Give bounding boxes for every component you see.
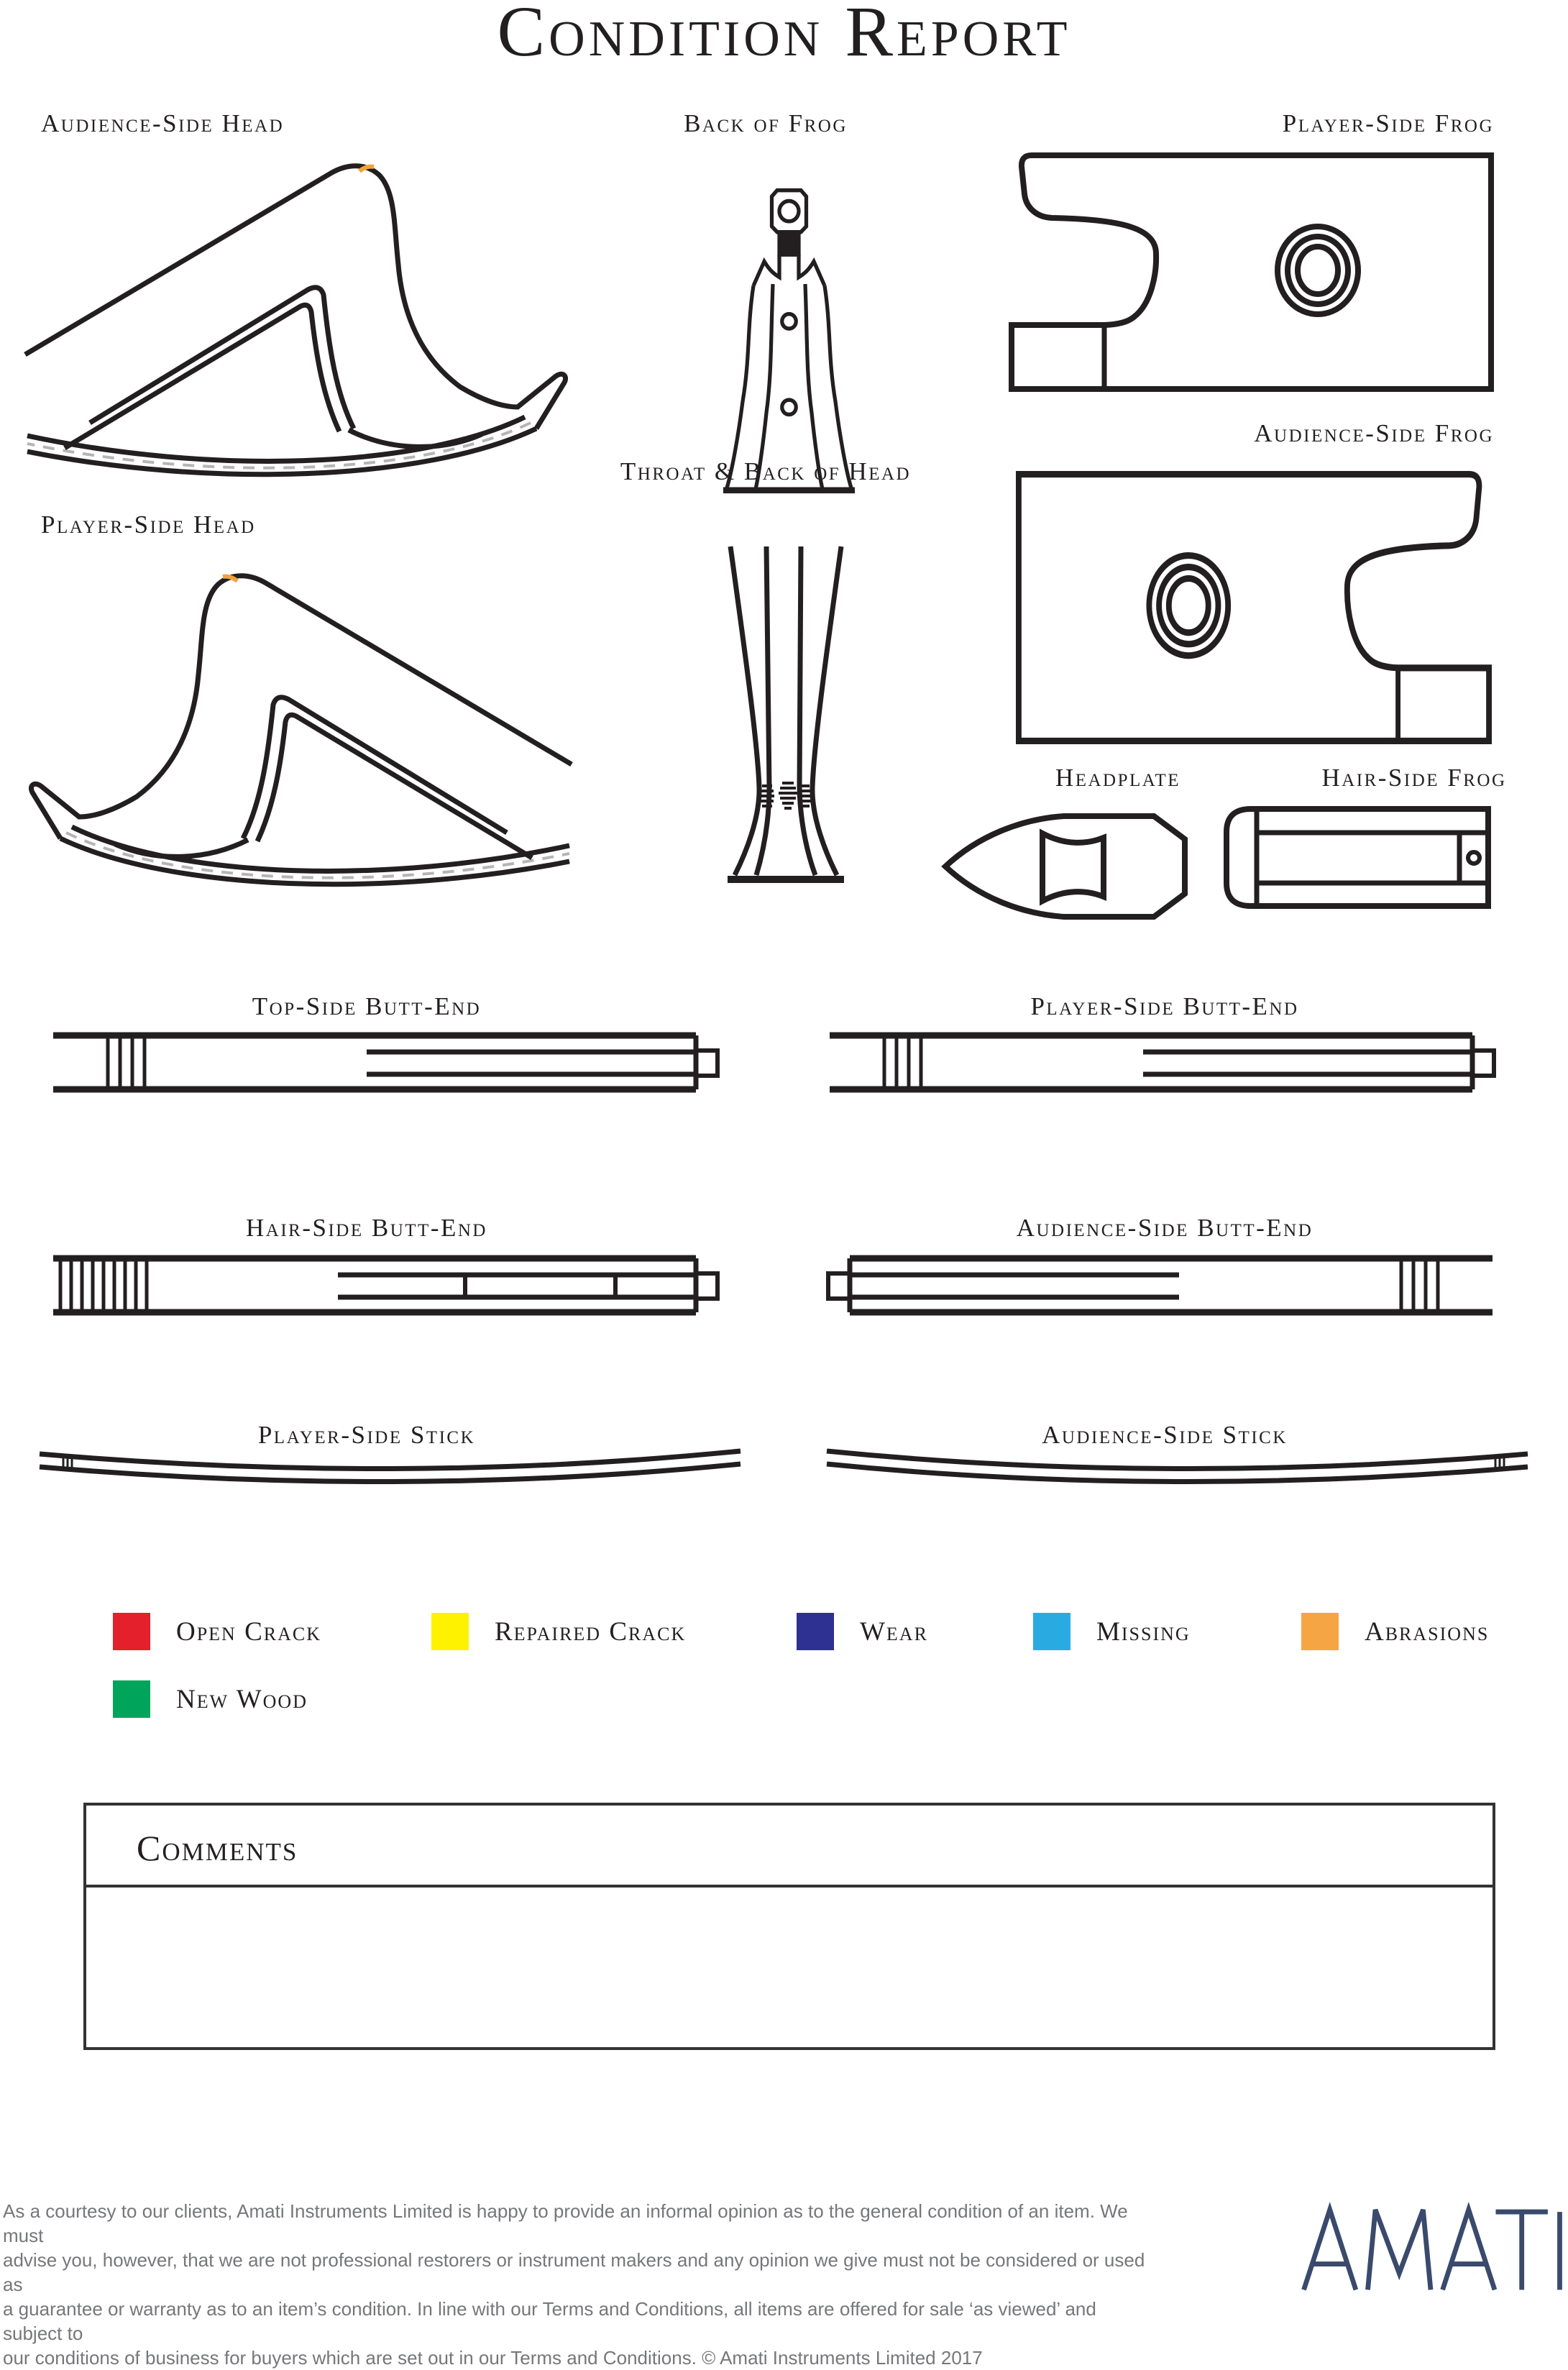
comments-input-area[interactable] xyxy=(86,1888,1493,2045)
legend-label: Abrasions xyxy=(1365,1616,1490,1647)
top-side-butt-end-drawing xyxy=(50,1028,719,1097)
label-player-side-head: Player-Side Head xyxy=(41,511,256,539)
label-audience-side-frog: Audience-Side Frog xyxy=(1254,419,1494,447)
label-audience-side-butt-end: Audience-Side Butt-End xyxy=(1016,1214,1313,1242)
page-title: Condition Report xyxy=(497,0,1071,71)
audience-side-butt-end-drawing xyxy=(827,1251,1495,1319)
headplate-drawing xyxy=(942,809,1193,924)
amati-logo xyxy=(1303,2207,1563,2291)
legend-label: Repaired Crack xyxy=(495,1616,687,1647)
wear-swatch xyxy=(797,1613,834,1650)
player-side-frog-drawing xyxy=(1009,152,1494,392)
audience-side-stick-drawing xyxy=(823,1445,1531,1485)
footer-disclaimer xyxy=(3,2199,1153,2370)
hair-side-butt-end-drawing xyxy=(50,1251,719,1319)
legend-label: Missing xyxy=(1096,1616,1191,1647)
label-audience-side-stick: Audience-Side Stick xyxy=(1042,1421,1288,1449)
audience-side-frog-drawing xyxy=(1016,471,1492,744)
player-side-butt-end-drawing xyxy=(827,1028,1495,1097)
legend-item-repaired-crack xyxy=(431,1613,686,1650)
footer-line: a guarantee or warranty as to an item’s condition. In line with our Terms and Conditions, all items are offered for sale ‘as viewed’ and subject to xyxy=(3,2298,1096,2344)
hair-side-frog-drawing xyxy=(1222,805,1492,910)
new-wood-swatch xyxy=(113,1680,150,1718)
open-crack-swatch xyxy=(113,1613,150,1650)
legend-label: New Wood xyxy=(176,1684,308,1714)
label-hair-side-frog: Hair-Side Frog xyxy=(1321,764,1507,792)
legend-item-new-wood xyxy=(113,1680,308,1718)
label-throat-back-of-head: Throat & Back of Head xyxy=(620,457,912,485)
amati-logo-letters xyxy=(1304,2210,1560,2289)
legend-item-open-crack xyxy=(113,1613,321,1650)
label-player-side-frog: Player-Side Frog xyxy=(1282,109,1494,137)
throat-back-of-head-drawing xyxy=(725,543,847,895)
label-player-side-butt-end: Player-Side Butt-End xyxy=(1030,992,1299,1020)
legend-item-wear xyxy=(797,1613,928,1650)
repaired-crack-swatch xyxy=(431,1613,469,1650)
audience-side-head-drawing xyxy=(22,142,575,444)
footer-line: As a courtesy to our clients, Amati Instruments Limited is happy to provide an informal opinion as to the general condition of an item. We must xyxy=(3,2200,1128,2246)
legend-item-abrasions xyxy=(1301,1613,1489,1650)
label-top-side-butt-end: Top-Side Butt-End xyxy=(252,992,482,1020)
legend-label: Open Crack xyxy=(176,1616,322,1647)
footer-line: advise you, however, that we are not professional restorers or instrument makers and any opinion we give must not be considered or used as xyxy=(3,2249,1145,2295)
abrasions-swatch xyxy=(1301,1613,1339,1650)
label-back-of-frog: Back of Frog xyxy=(684,109,848,137)
label-hair-side-butt-end: Hair-Side Butt-End xyxy=(246,1214,487,1242)
label-player-side-stick: Player-Side Stick xyxy=(257,1421,476,1449)
legend-label: Wear xyxy=(860,1616,928,1647)
player-side-head-drawing xyxy=(22,552,575,854)
footer-line: our conditions of business for buyers which are set out in our Terms and Conditions. © Amati Instruments Limited 2017 xyxy=(3,2347,983,2369)
comments-box xyxy=(83,1803,1495,2050)
missing-swatch xyxy=(1033,1613,1070,1650)
legend-item-missing xyxy=(1033,1613,1191,1650)
comments-header xyxy=(86,1806,1493,1888)
comments-title: Comments xyxy=(137,1828,298,1868)
label-audience-side-head: Audience-Side Head xyxy=(41,109,285,137)
label-headplate: Headplate xyxy=(1055,764,1181,792)
player-side-stick-drawing xyxy=(36,1445,744,1485)
back-of-frog-drawing xyxy=(719,181,859,498)
